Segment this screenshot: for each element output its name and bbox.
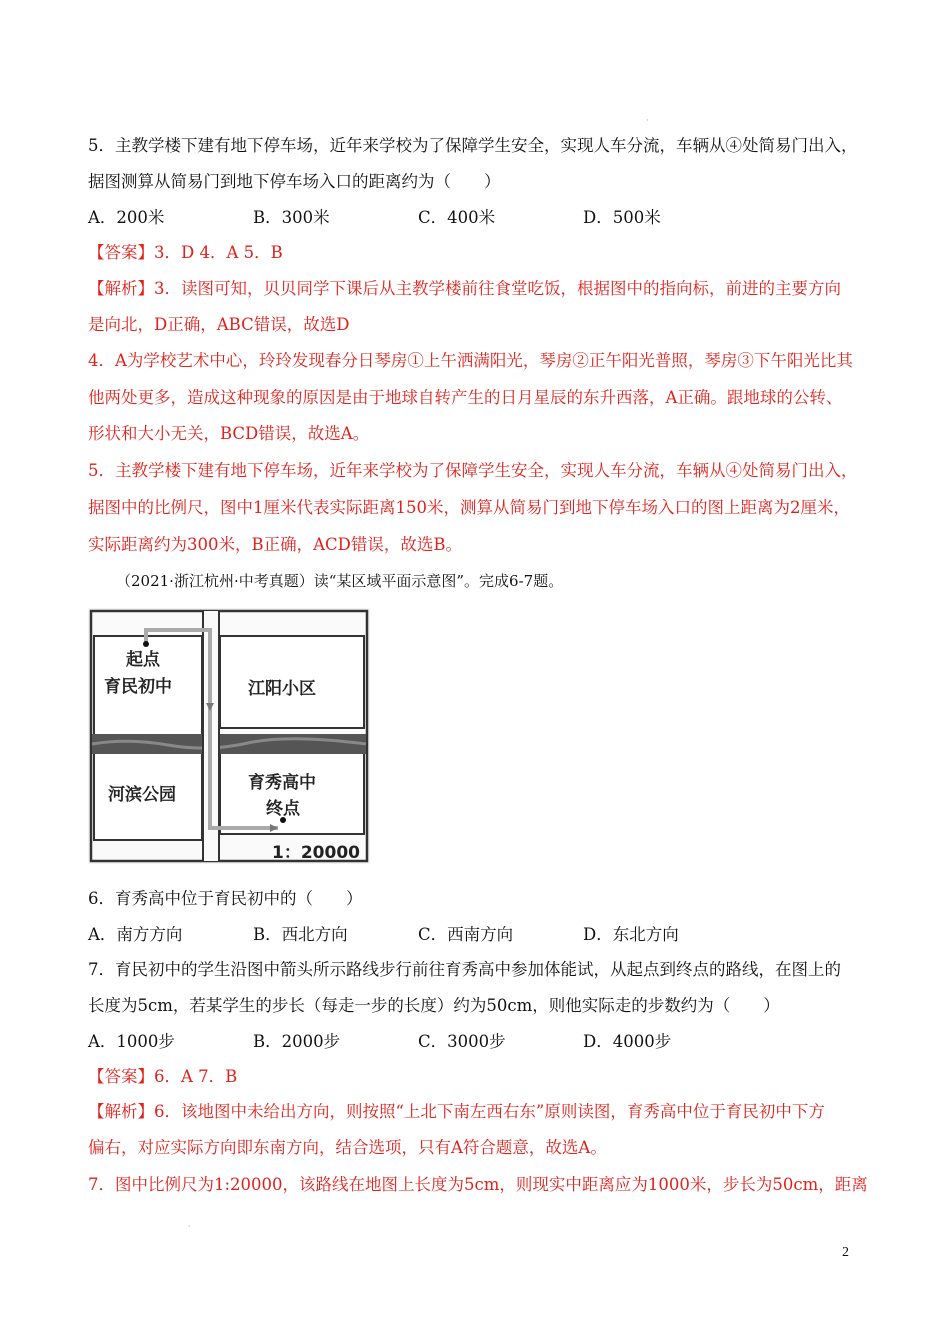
park-label: 河滨公园 — [108, 785, 176, 805]
analysis-line: 是向北，D正确，ABC错误，故选D — [88, 315, 350, 334]
river — [92, 734, 366, 754]
q7-option-a: A．1000步 — [88, 1032, 175, 1051]
scan-dot: · — [188, 1222, 191, 1231]
q7-option-b: B．2000步 — [253, 1032, 341, 1051]
school-yuxiu-label: 育秀高中 — [248, 773, 316, 793]
analysis-line: 4．A为学校艺术中心，玲玲发现春分日琴房①上午洒满阳光，琴房②正午阳光普照，琴房③下午阳光比其 — [88, 351, 853, 370]
analysis-line: 【解析】6．该地图中未给出方向，则按照“上北下南左西右东”原则读图，育秀高中位于育民初中下方 — [88, 1102, 825, 1121]
analysis-line: 实际距离约为300米，B正确，ACD错误，故选B。 — [88, 535, 463, 554]
scan-dot: · — [646, 116, 649, 125]
q7-line1: 7．育民初中的学生沿图中箭头所示路线步行前往育秀高中参加体能试，从起点到终点的路线，在图上的 — [88, 960, 841, 979]
q5-line1: 5．主教学楼下建有地下停车场，近年来学校为了保障学生安全，实现人车分流，车辆从④处简易门出入， — [88, 136, 858, 155]
analysis-line: 偏右，对应实际方向即东南方向，结合选项，只有A符合题意，故选A。 — [88, 1138, 607, 1157]
analysis-line: 5．主教学楼下建有地下停车场，近年来学校为了保障学生安全，实现人车分流，车辆从④处简易门出入， — [88, 461, 858, 480]
q7-option-d: D．4000步 — [583, 1032, 672, 1051]
q7-line2: 长度为5cm，若某学生的步长（每走一步的长度）约为50cm，则他实际走的步数约为（ ） — [88, 996, 780, 1015]
question-source: （2021·浙江杭州·中考真题）读“某区域平面示意图”。完成6-7题。 — [116, 572, 564, 590]
page-number: 2 — [842, 1245, 849, 1260]
q5-option-b: B．300米 — [253, 208, 330, 227]
analysis-line: 形状和大小无关，BCD错误，故选A。 — [88, 424, 370, 443]
scale-label: 1：20000 — [272, 843, 360, 863]
start-label: 起点 — [126, 650, 160, 670]
end-label: 终点 — [266, 799, 300, 819]
jiangyang-label: 江阳小区 — [248, 679, 316, 699]
analysis-line: 7．图中比例尺为1:20000，该路线在地图上长度为5cm，则现实中距离应为1000米，步长为50cm，距离 — [88, 1175, 868, 1194]
q5-line2: 据图测算从简易门到地下停车场入口的距离约为（ ） — [88, 172, 501, 191]
start-point — [143, 641, 149, 647]
q6-option-d: D．东北方向 — [583, 925, 679, 944]
q6-option-b: B．西北方向 — [253, 925, 348, 944]
answer-6-7: 【答案】6．A 7．B — [88, 1067, 238, 1086]
q5-option-a: A．200米 — [88, 208, 165, 227]
q5-option-d: D．500米 — [583, 208, 661, 227]
analysis-line: 他两处更多，造成这种现象的原因是由于地球自转产生的日月星辰的东升西落，A正确。跟地球的公转、 — [88, 388, 843, 407]
q6-option-a: A．南方方向 — [88, 925, 183, 944]
analysis-line: 【解析】3．读图可知，贝贝同学下课后从主教学楼前往食堂吃饭，根据图中的指向标，前进的主要方向 — [88, 279, 841, 298]
q6-stem: 6．育秀高中位于育民初中的（ ） — [88, 889, 363, 908]
answer-3-5: 【答案】3．D 4．A 5．B — [88, 243, 283, 262]
area-plan-map — [88, 608, 370, 864]
q6-option-c: C．西南方向 — [418, 925, 514, 944]
q7-option-c: C．3000步 — [418, 1032, 506, 1051]
school-yumin-label: 育民初中 — [104, 677, 172, 697]
analysis-line: 据图中的比例尺，图中1厘米代表实际距离150米，测算从简易门到地下停车场入口的图上距离为2厘米， — [88, 498, 850, 517]
q5-option-c: C．400米 — [418, 208, 496, 227]
